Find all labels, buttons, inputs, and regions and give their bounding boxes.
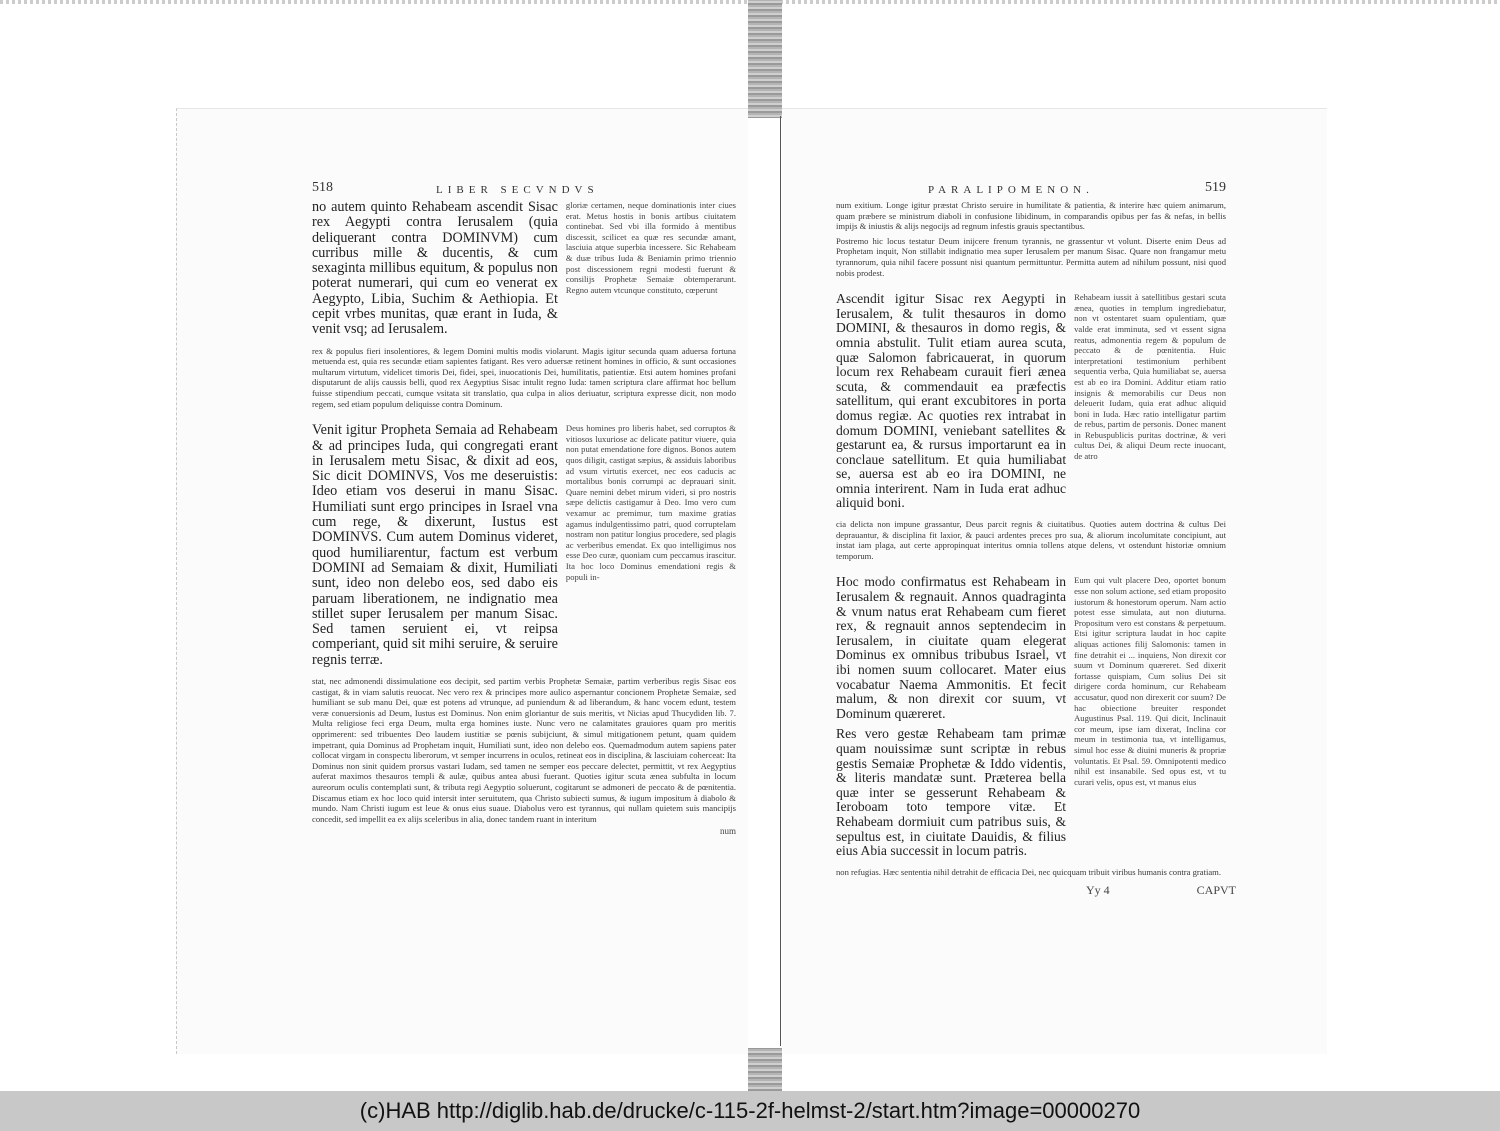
running-head-right — [836, 180, 1226, 200]
side-commentary: Deus homines pro liberis habet, sed corruptos & vitiosos luxuriose ac delicate patitur viuere, quia non putat emendatione fore dignos. Bonos autem quos diligit, castigat sæpius, & assiduis laboribus ad vsum virtutis exercet, nec eos caducis ac mortalibus bonis corrumpi ac deprauari sinit. Quare nemini debet mirum videri, si pro nostris sæpe delictis castigamur à Deo. Imo vero cum vexamur ac premimur, tum maxime gratias agamus indulgentissimo patri, quod corruptelam nostram non patitur longius procedere, sed plagis ac verberibus emendat. Ex quo intelligimus nos esse Deo curæ, quoniam cum peccamus irascitur. Ita hoc loco Dominus emendationi regis & populi in- — [565, 423, 736, 582]
text-block — [836, 575, 1226, 858]
page-number: 518 — [312, 180, 333, 195]
catchword: CAPVT — [1196, 883, 1236, 898]
text-block — [312, 423, 736, 668]
running-title: LIBER SECVNDVS — [436, 184, 599, 196]
side-commentary: Rehabeam iussit à satellitibus gestari scuta ænea, quoties in templum ingrediebatur, non vt ostentaret suam opulentiam, quæ valde erat imminuta, sed vt essent signa reatus, admonentia regem & populum de peccato & de pœnitentia. Huic interpretationi testimonium perhibent sequentia verba, Quia humiliabat se, auersa est ab eo ira Domini. Additur etiam ratio insignis & memorabilis cur Deus non deleuerit Iudam, quia erat adhuc aliquid boni in Iuda. Hæc ratio intelligatur partim de rebus, partim de personis. Donec manent in Rebuspublicis puritas doctrinæ, & veri cultus Dei, & aliqui Deum recte inuocant, de atro — [1074, 292, 1226, 462]
running-title: PARALIPOMENON. — [928, 184, 1094, 196]
copyright-url-text: (c)HAB http://diglib.hab.de/drucke/c-115-2f-helmst-2/start.htm?image=00000270 — [359, 1098, 1141, 1123]
commentary: rex & populus fieri insolentiores, & legem Domini multis modis violarunt. Magis igitur secunda quam aduersa fortuna metuenda est, quia res secundæ etiam sapientes fatigant. Res vero aduersæ retinent homines in officio, & sunt occasiones multarum virtutum, videlicet timoris Dei, fidei, spei, inuocationis Dei, humilitatis, patientiæ. Etsi autem homines profani disputarunt de alijs caussis belli, quod rex Aegyptius Sisac intulit regno Iuda: tamen scriptura clare affirmat hoc bellum fuisse stipendium peccati, cumque vsitata sit translatio, qua culpa in alios deriuatur, scriptura expresse dicit, non modo regem, sed etiam populum deliquisse contra Dominum. — [312, 345, 736, 409]
signature-mark: Yy 4 — [1086, 883, 1110, 898]
main-text: Res vero gestæ Rehabeam tam primæ quam nouissimæ sunt scriptæ in rebus gestis Semaiæ Prophetæ & Iddo videntis, & literis mandatæ sunt. Præterea bella quæ inter se gesserunt Rehabeam & Ieroboam toto tempore vitæ. Et Rehabeam dormiuit cum patribus suis, & sepultus est, in ciuitate Dauidis, & filius eius Abia successit in locum patris. — [836, 726, 1067, 859]
main-text: Ascendit igitur Sisac rex Aegypti in Ierusalem, & tulit thesauros in domo DOMINI, & thesauros in domo regis, & omnia abstulit. Tulit etiam aurea scuta, quæ Salomon fabricauerat, in quorum locum rex Rehabeam curauit fieri ænea scuta, & commendauit ea præfectis satellitum, qui erant excubitores in porta domus regiæ. Ac quoties rex intrabat in domum DOMINI, veniebant satellites & gestarunt ea, & rursus importarunt ea in conclaue satellitum. Et quia humiliabat se, auersa est ab eo ira DOMINI, ne omnia interirent. Nam in Iuda erat adhuc aliquid boni. — [836, 291, 1067, 511]
main-text: Hoc modo confirmatus est Rehabeam in Ierusalem & regnauit. Annos quadraginta & vnum natus erat Rehabeam cum fieret rex, & regnauit annos septendecim in Ierusalem, in ciuitate quam elegerat Dominus ex omnibus tribubus Israel, vt ibi nomen suum collocaret. Mater eius vocabatur Naema Ammonitis. Et fecit malum, & non direxit cor suum, vt Dominum quæreret. — [836, 574, 1067, 721]
main-text-column — [836, 575, 1066, 858]
commentary: stat, nec admonendi dissimulatione eos decipit, sed partim verbis Prophetæ Semaiæ, partim verberibus regis Sisac eos castigat, & in viam salutis reuocat. Nec vero rex & principes more aulico aspernantur concionem Prophetæ Semaiæ, sed humiliant se sub manu Dei, quæ est potens ad vtrunque, ad puniendum & ad liberandum, & hanc vocem edunt, testem veræ conuersionis ad Deum, Iustus est Dominus. Non enim gloriantur de suis meritis, vt Nicias apud Thucydiden lib. 7. Multa religiose feci erga Deum, multa erga homines iuste. Nunc vero ne calamitates grauiores quam pro meritis opprimerent: sed tribuentes Deo laudem iustitiæ se pœnis subijciunt, & simul mitigationem petunt, quam quidem impetrant, quia Dominus ad Prophetam inquit, Humiliati sunt, ideo non delebo eos. Quemadmodum autem sapiens pater collocat virgam in conspectu liberorum, vt semper incurrens in oculos, retineat eos in disciplina, & lasciuiam coherceat: Ita Dominus non sinit quidem prorsus vastari Iudam, sed tamen ne semper eos peccare delectet, permittit, vt rex Aegyptius auferat maximos thesauros templi & aulæ, quibus antea abusi fuerant. Quoties igitur scuta ænea subfulta in locum aureorum oculis contemplati sunt, & tributa regi Aegyptio soluerunt, cogitarunt se admoneri de peccato & de pœnitentia. Discamus etiam ex hoc loco quid intersit inter seruitutem, qua Christo subiecti sumus, & iugum impositum à diabolo & mundo. Nam Christi iugum est leue & onus eius suaue. Diabolus vero est tyrannus, qui nullam quietem suis mancipijs concedit, sed impellit ea ex alijs sceleribus in alia, donec tandem ruant in interitum — [312, 675, 736, 824]
page-number: 519 — [1205, 180, 1226, 195]
gutter-gap — [748, 118, 782, 1048]
right-page — [836, 180, 1236, 898]
commentary: non refugias. Hæc sententia nihil detrahit de efficacia Dei, nec quicquam tribuit viribus humanis contra gratiam. — [836, 866, 1222, 877]
commentary: Postremo hic locus testatur Deum inijcere frenum tyrannis, ne grassentur vt volunt. Diserte enim Deus ad Prophetam inquit, Non stillabit indignatio mea super Ierusalem per manum Sisac. Quare non frangamur metu tyrannorum, quia nihil facere possunt nisi quantum permittuntur. Permitta autem ad nihilum possunt, nisi quod nobis prodest. — [836, 235, 1226, 278]
text-block — [836, 292, 1226, 511]
gutter-fold-line — [780, 116, 781, 1046]
running-head-left — [312, 180, 736, 200]
side-commentary: Eum qui vult placere Deo, oportet bonum esse non solum actione, sed etiam proposito iustorum & honestorum operum. Nam actio potest esse simulata, aut non diuturna. Propositum vero est constans & perpetuum. Etsi igitur scriptura laudat in hoc capite aliquas actiones filij Salomonis: tamen in fine detrahit ei ... inquiens, Non direxit cor suum vt Dominum quæreret. Sed dixerit fortasse quispiam, Cum solius Dei sit dirigere corda hominum, cur Rehabeam accusatur, quod non direxerit cor suum? De hac obiectione breuiter respondet Augustinus Psal. 119. Qui dicit, Inclinauit cor meum, ipse iam dixerat, Inclina cor meum in testimonia tua, vt intelligamus, simul hoc esse & diuini muneris & propriæ voluntatis. Et Psal. 59. Omnipotenti medico nihil est insanabile. Sed opus est, vt tu curari velis, opus est, vt manus eius — [1074, 575, 1226, 787]
main-text: Venit igitur Propheta Semaia ad Rehabeam & ad principes Iuda, qui congregati erant in Ierusalem metu Sisac, & dixit ad eos, Sic dicit DOMINVS, Vos me deseruistis: Ideo etiam vos deserui in manu Sisac. Humiliati sunt ergo principes in Israel vna cum rege, & dixerunt, Iustus est DOMINVS. Cum autem Dominus videret, quod humiliarentur, factum est verbum DOMINI ad Semaiam & dixit, Humiliati sunt, ideo non delebo eos, sed dabo eis paruam liberationem, ne indignatio mea stillet super Ierusalem per manum Sisac. Sed tamen seruient ei, vt reipsa comperiant, quid sit mihi seruire, & seruire regnis terræ. — [312, 422, 558, 668]
main-text: no autem quinto Rehabeam ascendit Sisac rex Aegypti contra Ierusalem (quia deliquerant contra DOMINVM) cum curribus mille & ducentis, & cum sexaginta millibus equitum, & populus non poterat numerari, qui cum eo venerat ex Aegypto, Libia, Suchim & Aethiopia. Et cepit vrbes munitas, quæ erant in Iuda, & venit vsq; ad Ierusalem. — [312, 199, 558, 338]
catchword: num — [719, 826, 736, 837]
commentary: num exitium. Longe igitur præstat Christo seruire in humilitate & patientia, & interire hæc quiem animarum, quam præbere se ministrum diaboli in confusione libidinum, in comparandis opibus per fas & nefas, in bellis impijs & iniustis & alijs negocijs ad regnum infestis grauis spectantibus. — [836, 200, 1226, 232]
side-commentary: gloriæ certamen, neque dominationis inter ciues erat. Metus hostis in bonis artibus ciuitatem continebat. Sed vbi illa formido à mentibus discessit, scilicet ea quæ res secundæ amant, lasciuia atque superbia incessere. Sic Rehabeam & duæ tribus Iuda & Beniamin primo triennio post discessionem regni modesti fuerunt & consilijs Prophetæ Semaiæ obtemperarunt. Regno autem vtcunque constituto, cœperunt — [565, 200, 736, 295]
signature-line — [1086, 883, 1236, 898]
left-page — [312, 180, 736, 836]
copyright-url-bar — [0, 1091, 1500, 1131]
text-block — [312, 200, 736, 338]
commentary: cia delicta non impune grassantur, Deus parcit regnis & ciuitatibus. Quoties autem doctrina & cultus Dei deprauantur, & disciplina fit laxior, & pauci ardentes preces pro sua, & aliorum incolumitate concipiunt, aut instat iam plaga, aut certe appropinquat interitus omnia tollens atque delens, vt ostendunt historiæ omnium temporum. — [836, 519, 1226, 561]
